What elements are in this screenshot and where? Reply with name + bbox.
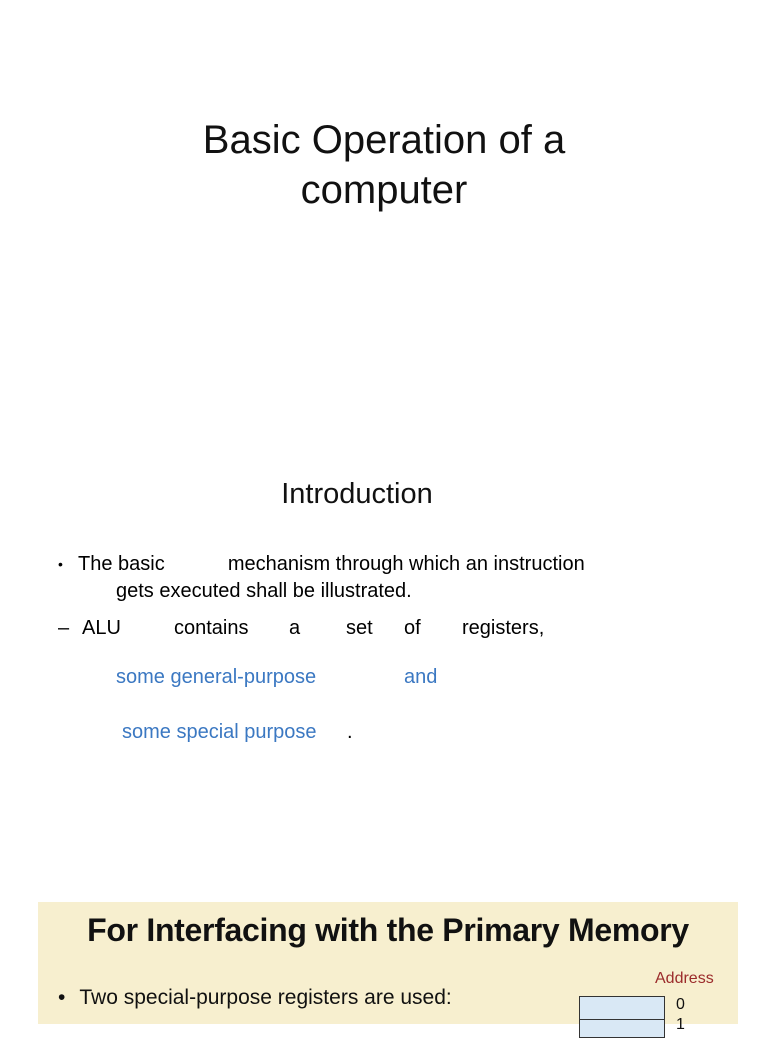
slide-title (0, 115, 768, 215)
memory-slide-bullet-text: Two special-purpose registers are used: (79, 986, 452, 1009)
slide-title-line-2: computer (300, 168, 468, 212)
address-number-0: 0 (676, 996, 685, 1013)
memory-slide-bullet (58, 986, 452, 1010)
dash-word-alu: ALU (82, 617, 121, 639)
address-number-1: 1 (676, 1016, 685, 1033)
memory-slide (38, 902, 738, 1033)
introduction-heading: Introduction (281, 478, 433, 510)
dash-word-a: a (289, 617, 301, 639)
bullet-line-2: gets executed shall be illustrated. (116, 580, 412, 602)
memory-cell-divider (580, 1019, 664, 1020)
dash-word-registers: registers, (462, 617, 545, 639)
bullet-line-1-end: mechanism through which an instruction (227, 553, 585, 575)
dash-marker: – (58, 617, 70, 639)
special-purpose-text: some special purpose (122, 721, 317, 743)
and-text: and (404, 666, 438, 688)
bullet-line-1 (78, 551, 585, 578)
dash-word-of: of (404, 617, 421, 639)
address-label: Address (655, 970, 714, 987)
special-purpose-period: . (347, 721, 353, 743)
bullet-line-1-start: The basic (78, 553, 165, 575)
general-purpose-text: some general-purpose (116, 666, 317, 688)
dash-word-contains: contains (174, 617, 249, 639)
dash-word-set: set (346, 617, 373, 639)
bullet-marker: • (58, 556, 63, 572)
slide-title-line-1: Basic Operation of a (202, 118, 566, 162)
memory-cells-diagram (579, 996, 665, 1038)
memory-slide-title: For Interfacing with the Primary Memory (87, 912, 689, 948)
bullet-marker: • (58, 986, 66, 1009)
